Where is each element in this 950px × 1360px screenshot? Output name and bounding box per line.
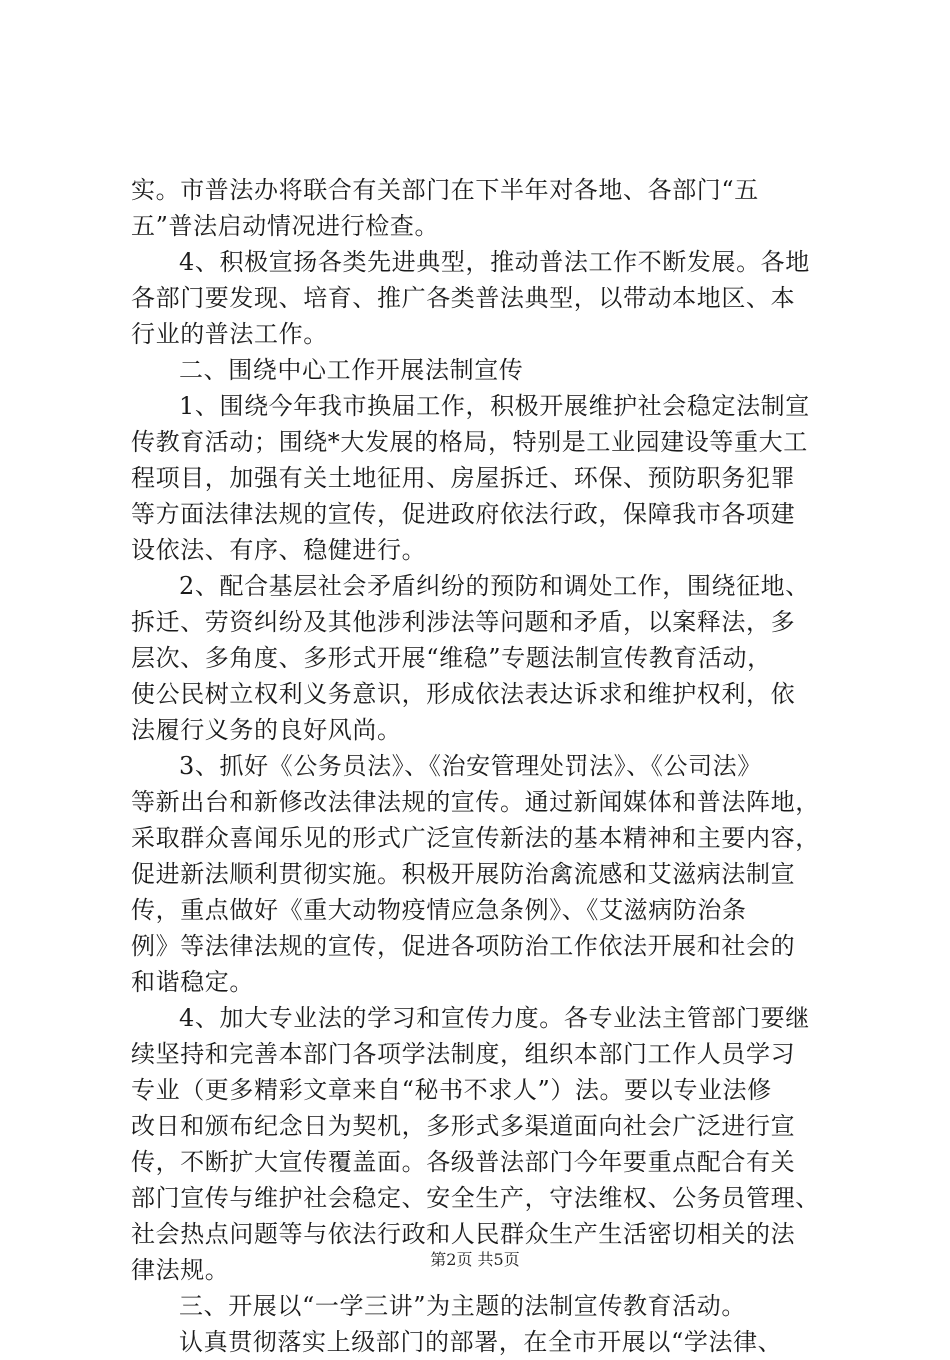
text-line: 续坚持和完善本部门各项学法制度，组织本部门工作人员学习	[131, 1040, 796, 1068]
paragraph-start-line: 4、积极宣扬各类先进典型，推动普法工作不断发展。各地	[179, 248, 810, 276]
text-line: 各部门要发现、培育、推广各类普法典型，以带动本地区、本	[131, 284, 796, 312]
paragraph-start-line: 1、围绕今年我市换届工作，积极开展维护社会稳定法制宣	[179, 392, 810, 420]
text-line: 行业的普法工作。	[131, 320, 328, 348]
text-line: 专业（更多精彩文章来自“秘书不求人”）法。要以专业法修	[131, 1076, 772, 1104]
text-line: 传，不断扩大宣传覆盖面。各级普法部门今年要重点配合有关	[131, 1148, 796, 1176]
text-line: 实。市普法办将联合有关部门在下半年对各地、各部门“五	[131, 176, 759, 204]
section-heading: 三、开展以“一学三讲”为主题的法制宣传教育活动。	[179, 1292, 746, 1320]
text-line: 层次、多角度、多形式开展“维稳”专题法制宣传教育活动，	[131, 644, 772, 672]
text-line: 社会热点问题等与依法行政和人民群众生产生活密切相关的法	[131, 1220, 796, 1248]
text-line: 例》等法律法规的宣传，促进各项防治工作依法开展和社会的	[131, 932, 796, 960]
text-line: 使公民树立权利义务意识，形成依法表达诉求和维护权利，依	[131, 680, 796, 708]
text-line: 程项目，加强有关土地征用、房屋拆迁、环保、预防职务犯罪	[131, 464, 796, 492]
text-line: 拆迁、劳资纠纷及其他涉利涉法等问题和矛盾，以案释法，多	[131, 608, 796, 636]
text-line: 等方面法律法规的宣传，促进政府依法行政，保障我市各项建	[131, 500, 796, 528]
text-line: 律法规。	[131, 1256, 230, 1284]
text-line: 五”普法启动情况进行检查。	[131, 212, 440, 240]
text-line: 部门宣传与维护社会稳定、安全生产，守法维权、公务员管理、	[131, 1184, 820, 1212]
text-line: 法履行义务的良好风尚。	[131, 716, 402, 744]
text-line: 改日和颁布纪念日为契机，多形式多渠道面向社会广泛进行宣	[131, 1112, 796, 1140]
paragraph-start-line: 2、配合基层社会矛盾纠纷的预防和调处工作，围绕征地、	[179, 572, 810, 600]
paragraph-start-line: 3、抓好《公务员法》、《治安管理处罚法》、《公司法》	[179, 752, 762, 780]
document-body	[131, 172, 831, 1360]
text-line: 传教育活动；围绕*大发展的格局，特别是工业园建设等重大工	[131, 428, 808, 456]
text-line: 和谐稳定。	[131, 968, 254, 996]
text-line: 传，重点做好《重大动物疫情应急条例》、《艾滋病防治条	[131, 896, 747, 924]
page-number-footer: 第2页 共5页	[430, 1250, 520, 1269]
paragraph-start-line: 4、加大专业法的学习和宣传力度。各专业法主管部门要继	[179, 1004, 810, 1032]
text-line: 设依法、有序、稳健进行。	[131, 536, 427, 564]
section-heading: 二、围绕中心工作开展法制宣传	[179, 356, 524, 384]
text-line: 采取群众喜闻乐见的形式广泛宣传新法的基本精神和主要内容，	[131, 824, 820, 852]
paragraph-start-line: 认真贯彻落实上级部门的部署，在全市开展以“学法律、	[179, 1328, 783, 1356]
text-line: 促进新法顺利贯彻实施。积极开展防治禽流感和艾滋病法制宣	[131, 860, 796, 888]
text-line: 等新出台和新修改法律法规的宣传。通过新闻媒体和普法阵地，	[131, 788, 820, 816]
